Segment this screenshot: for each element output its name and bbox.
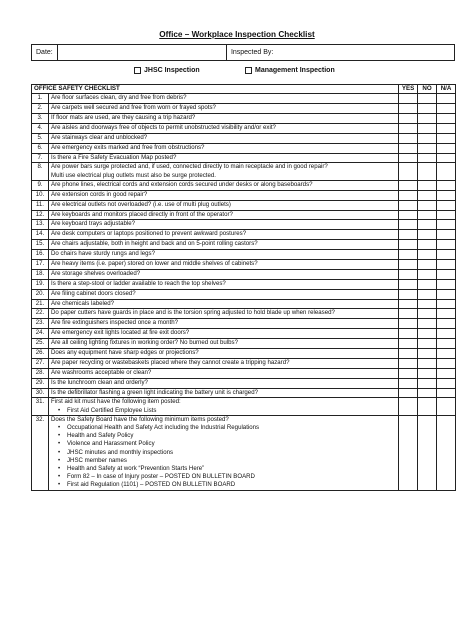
jhsc-option[interactable] [134,67,200,74]
bullet-item: • First aid Regulation (1101) – POSTED ON BULLETIN BOARD [51,481,396,489]
no-cell[interactable] [418,180,437,190]
row-number: 23. [32,319,49,329]
no-cell[interactable] [418,200,437,210]
bullet-item: • JHSC minutes and monthly inspections [51,449,396,457]
row-number: 3. [32,113,49,123]
row-number: 19. [32,279,49,289]
table-row [32,153,456,163]
jhsc-label: JHSC Inspection [144,67,200,74]
table-row [32,113,456,123]
row-number: 17. [32,259,49,269]
row-question [49,190,399,200]
yes-cell[interactable] [399,368,418,378]
question-text: Are emergency exit lights located at fire exit doors? [51,329,190,337]
yes-cell[interactable] [399,299,418,309]
row-number: 21. [32,299,49,309]
yes-cell[interactable] [399,250,418,260]
checklist-rows [32,94,456,490]
table-row [32,378,456,388]
no-cell[interactable] [418,220,437,230]
na-cell[interactable] [437,348,456,358]
row-question [49,250,399,260]
yes-cell[interactable] [399,269,418,279]
question-text: Are keyboard trays adjustable? [51,220,136,228]
na-cell[interactable] [437,299,456,309]
row-question [49,358,399,368]
na-cell[interactable] [437,143,456,153]
row-number: 14. [32,230,49,240]
no-cell[interactable] [418,163,437,180]
no-cell[interactable] [418,289,437,299]
table-row [32,329,456,339]
yes-cell[interactable] [399,94,418,104]
row-number: 30. [32,388,49,398]
bullet-item: • Health and Safety Policy [51,432,396,440]
question-text: Are desk computers or laptops positioned to prevent awkward postures? [51,230,247,238]
row-question [49,123,399,133]
question-text: Are keyboards and monitors placed directly in front of the operator? [51,210,233,218]
no-cell[interactable] [418,378,437,388]
row-number: 7. [32,153,49,163]
row-number: 22. [32,309,49,319]
row-number: 28. [32,368,49,378]
na-cell[interactable] [437,368,456,378]
inspection-header [31,44,455,61]
bullet-item: • JHSC member names [51,457,396,465]
row-number: 11. [32,200,49,210]
row-number: 32. [32,415,49,490]
question-text: Are all ceiling lighting fixtures in working order? No burned out bulbs? [51,339,238,347]
no-cell[interactable] [418,415,437,490]
col-na: N/A [437,85,456,94]
row-number: 29. [32,378,49,388]
yes-cell[interactable] [399,113,418,123]
row-question [49,269,399,279]
na-cell[interactable] [437,163,456,180]
no-cell[interactable] [418,190,437,200]
row-number: 26. [32,348,49,358]
table-row [32,339,456,349]
no-cell[interactable] [418,348,437,358]
yes-cell[interactable] [399,153,418,163]
yes-cell[interactable] [399,190,418,200]
row-number: 8. [32,163,49,180]
row-question [49,133,399,143]
na-cell[interactable] [437,190,456,200]
na-cell[interactable] [437,250,456,260]
na-cell[interactable] [437,133,456,143]
row-question [49,240,399,250]
question-text: Is there a step-stool or ladder available to reach the top shelves? [51,279,226,287]
table-row [32,123,456,133]
row-question [49,163,399,180]
table-row [32,143,456,153]
na-cell[interactable] [437,104,456,114]
table-row [32,388,456,398]
na-cell[interactable] [437,220,456,230]
no-cell[interactable] [418,230,437,240]
row-question [49,398,399,415]
row-number: 4. [32,123,49,133]
row-number: 27. [32,358,49,368]
question-text: Are fire extinguishers inspected once a month? [51,319,179,327]
no-cell[interactable] [418,339,437,349]
table-row [32,190,456,200]
no-cell[interactable] [418,388,437,398]
no-cell[interactable] [418,368,437,378]
yes-cell[interactable] [399,133,418,143]
management-checkbox[interactable] [245,67,252,74]
yes-cell[interactable] [399,230,418,240]
question-text: Is the lunchroom clean and orderly? [51,378,148,386]
na-cell[interactable] [437,329,456,339]
row-number: 31. [32,398,49,415]
row-number: 20. [32,289,49,299]
no-cell[interactable] [418,210,437,220]
row-question [49,388,399,398]
na-cell[interactable] [437,398,456,415]
row-number: 2. [32,104,49,114]
row-number: 10. [32,190,49,200]
row-question [49,348,399,358]
row-question [49,329,399,339]
yes-cell[interactable] [399,104,418,114]
yes-cell[interactable] [399,378,418,388]
table-row [32,319,456,329]
row-number: 5. [32,133,49,143]
table-row [32,415,456,490]
table-row [32,358,456,368]
yes-cell[interactable] [399,398,418,415]
row-question [49,113,399,123]
na-cell[interactable] [437,200,456,210]
bullet-item: • Occupational Health and Safety Act including the Industrial Regulations [51,424,396,432]
na-cell[interactable] [437,269,456,279]
col-no: NO [418,85,437,94]
na-cell[interactable] [437,180,456,190]
na-cell[interactable] [437,123,456,133]
table-row [32,368,456,378]
question-text: Are storage shelves overloaded? [51,269,141,277]
row-question [49,220,399,230]
no-cell[interactable] [418,299,437,309]
yes-cell[interactable] [399,319,418,329]
question-text: Do chairs have sturdy rungs and legs? [51,250,155,258]
row-number: 9. [32,180,49,190]
question-text: Are floor surfaces clean, dry and free from debris? [51,94,187,102]
na-cell[interactable] [437,113,456,123]
no-cell[interactable] [418,358,437,368]
question-text: Are heavy items (i.e. paper) stored on lower and middle shelves of cabinets? [51,259,258,267]
na-cell[interactable] [437,319,456,329]
question-text: Is the defibrillator flashing a green light indicating the battery unit is charged? [51,388,258,396]
yes-cell[interactable] [399,309,418,319]
na-cell[interactable] [437,289,456,299]
table-row [32,250,456,260]
na-cell[interactable] [437,153,456,163]
question-text: If floor mats are used, are they causing a trip hazard? [51,113,196,121]
no-cell[interactable] [418,250,437,260]
row-question [49,368,399,378]
question-text: Are stairways clear and unblocked? [51,133,148,141]
table-row [32,279,456,289]
table-row [32,180,456,190]
no-cell[interactable] [418,398,437,415]
na-cell[interactable] [437,240,456,250]
question-note: Multi use electrical plug outlets must also be surge protected. [51,171,216,179]
row-question [49,180,399,190]
question-text: Are chemicals labeled? [51,299,115,307]
no-cell[interactable] [418,279,437,289]
bullet-item: • Violence and Harassment Policy [51,440,396,448]
row-question [49,104,399,114]
na-cell[interactable] [437,415,456,490]
date-label: Date: [32,45,58,61]
row-question [49,230,399,240]
no-cell[interactable] [418,319,437,329]
inspection-type-options [0,67,474,79]
na-cell[interactable] [437,279,456,289]
na-cell[interactable] [437,378,456,388]
col-yes: YES [399,85,418,94]
date-field[interactable] [57,45,226,61]
jhsc-checkbox[interactable] [134,67,141,74]
row-number: 13. [32,220,49,230]
no-cell[interactable] [418,259,437,269]
bullet-item: • Health and Safety at work “Prevention Starts Here” [51,465,396,473]
row-number: 16. [32,250,49,260]
table-row [32,94,456,104]
question-text: Are filing cabinet doors closed? [51,289,136,297]
question-text: Are carpets well secured and free from worn or frayed spots? [51,104,216,112]
checklist-table [31,84,456,491]
na-cell[interactable] [437,210,456,220]
row-question [49,339,399,349]
no-cell[interactable] [418,143,437,153]
table-row [32,230,456,240]
na-cell[interactable] [437,309,456,319]
row-question [49,259,399,269]
row-question [49,319,399,329]
inspected-by-label: Inspected By: [230,49,274,56]
no-cell[interactable] [418,113,437,123]
no-cell[interactable] [418,123,437,133]
bullet-item: • Form 82 – In case of Injury poster – POSTED ON BULLETIN BOARD [51,473,396,481]
no-cell[interactable] [418,329,437,339]
yes-cell[interactable] [399,259,418,269]
question-text: Are aisles and doorways free of objects to permit unobstructed visibility and/or exit? [51,123,276,131]
row-question [49,153,399,163]
table-row [32,104,456,114]
page-title: Office – Workplace Inspection Checklist [159,30,315,39]
question-text: Does any equipment have sharp edges or projections? [51,348,199,356]
inspected-by-field[interactable] [226,45,454,61]
checklist-heading: OFFICE SAFETY CHECKLIST [32,85,399,94]
question-text: Are washrooms acceptable or clean? [51,368,152,376]
row-question [49,200,399,210]
yes-cell[interactable] [399,180,418,190]
question-text: Are electrical outlets not overloaded? (i.e. use of multi plug outlets) [51,200,231,208]
table-row [32,200,456,210]
na-cell[interactable] [437,259,456,269]
na-cell[interactable] [437,339,456,349]
na-cell[interactable] [437,358,456,368]
yes-cell[interactable] [399,163,418,180]
table-row [32,299,456,309]
yes-cell[interactable] [399,123,418,133]
question-text: Are extension cords in good repair? [51,190,148,198]
row-question [49,279,399,289]
question-text: Are phone lines, electrical cords and extension cords secured under desks or along baseboards? [51,180,313,188]
table-row [32,240,456,250]
no-cell[interactable] [418,94,437,104]
table-row [32,269,456,279]
no-cell[interactable] [418,153,437,163]
row-number: 1. [32,94,49,104]
table-row [32,133,456,143]
question-text: Are paper recycling or wastebaskets placed where they cannot create a tripping hazard? [51,358,290,366]
no-cell[interactable] [418,133,437,143]
no-cell[interactable] [418,269,437,279]
table-row [32,220,456,230]
row-number: 12. [32,210,49,220]
question-text: Are chairs adjustable, both in height and back and on 5-point rolling castors? [51,240,258,248]
row-question [49,415,399,490]
no-cell[interactable] [418,240,437,250]
yes-cell[interactable] [399,329,418,339]
table-row [32,259,456,269]
row-question [49,143,399,153]
row-question [49,289,399,299]
table-row [32,210,456,220]
yes-cell[interactable] [399,143,418,153]
row-number: 15. [32,240,49,250]
no-cell[interactable] [418,309,437,319]
row-question [49,378,399,388]
table-row [32,289,456,299]
table-row [32,398,456,415]
row-question [49,309,399,319]
row-question [49,210,399,220]
question-text: Are power bars surge protected and, if used, connected directly to main receptacle and in good repair? [51,163,328,171]
yes-cell[interactable] [399,210,418,220]
question-text: Is there a Fire Safety Evacuation Map posted? [51,153,177,161]
table-row [32,348,456,358]
yes-cell[interactable] [399,240,418,250]
yes-cell[interactable] [399,415,418,490]
yes-cell[interactable] [399,388,418,398]
management-option[interactable] [245,67,335,74]
question-text: Are emergency exits marked and free from obstructions? [51,143,205,151]
table-row [32,163,456,180]
row-number: 25. [32,339,49,349]
yes-cell[interactable] [399,200,418,210]
question-text: Do paper cutters have guards in place and is the torsion spring adjusted to hold blade up when released? [51,309,335,317]
bullet-item: • First Aid Certified Employee Lists [51,407,396,415]
yes-cell[interactable] [399,358,418,368]
no-cell[interactable] [418,104,437,114]
na-cell[interactable] [437,230,456,240]
row-question [49,94,399,104]
management-label: Management Inspection [255,67,335,74]
row-number: 6. [32,143,49,153]
table-row [32,309,456,319]
na-cell[interactable] [437,388,456,398]
yes-cell[interactable] [399,279,418,289]
yes-cell[interactable] [399,289,418,299]
row-number: 24. [32,329,49,339]
row-number: 18. [32,269,49,279]
na-cell[interactable] [437,94,456,104]
yes-cell[interactable] [399,348,418,358]
yes-cell[interactable] [399,220,418,230]
question-text: Does the Safety Board have the following minimum items posted? [51,415,229,423]
question-text: First aid kit must have the following item posted: [51,398,181,406]
yes-cell[interactable] [399,339,418,349]
row-question [49,299,399,309]
